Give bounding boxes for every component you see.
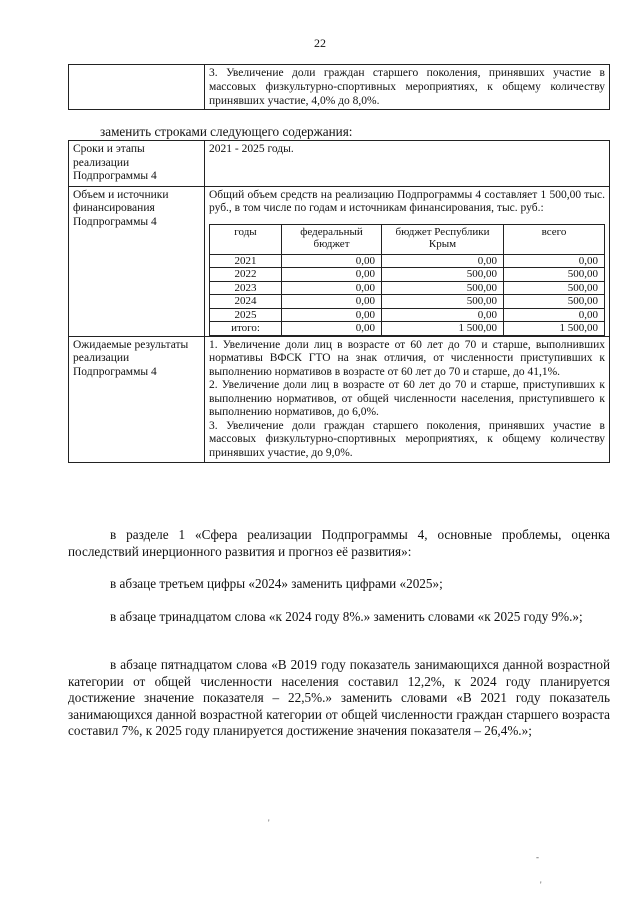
budget-row xyxy=(210,268,605,282)
stray-mark: ' xyxy=(540,880,542,890)
budget-header-years: годы xyxy=(210,224,282,254)
budget-cell-total: 1 500,00 xyxy=(504,322,605,336)
budget-cell-year: 2021 xyxy=(210,254,282,268)
budget-cell-year: 2022 xyxy=(210,268,282,282)
stray-mark: - xyxy=(536,852,539,862)
budget-header-total: всего xyxy=(504,224,605,254)
budget-row xyxy=(210,254,605,268)
table-row-financing xyxy=(69,186,610,336)
paragraph-thirteenth: в абзаце тринадцатом слова «к 2024 году 8%.» заменить словами «к 2025 году 9%.»; xyxy=(110,609,583,624)
table-cell-value: 3. Увеличение доли граждан старшего поколения, принявших участие в массовых физкультурно-спортивных мероприятиях, к общему количеству принявших участие, 4,0% до 8,0%. xyxy=(205,65,610,110)
row-value-financing xyxy=(205,186,610,336)
row-label-financing: Объем и источники финансирования Подпрограммы 4 xyxy=(69,186,205,336)
row-value-terms: 2021 - 2025 годы. xyxy=(205,141,610,187)
budget-cell-total: 500,00 xyxy=(504,295,605,309)
table-row-terms xyxy=(69,141,610,187)
budget-cell-total: 0,00 xyxy=(504,254,605,268)
result-item: 3. Увеличение доли граждан старшего поколения, принявших участие в массовых физкультурно-спортивных мероприятиях, к общему количеству принявших участие, до 9,0%. xyxy=(209,419,605,459)
page-number: 22 xyxy=(314,36,326,50)
budget-cell-year: итого: xyxy=(210,322,282,336)
budget-cell-total: 500,00 xyxy=(504,281,605,295)
row-label-terms: Сроки и этапы реализации Подпрограммы 4 xyxy=(69,141,205,187)
table-row-results xyxy=(69,336,610,463)
budget-cell-year: 2023 xyxy=(210,281,282,295)
passport-table xyxy=(68,140,610,463)
budget-cell-republic: 1 500,00 xyxy=(382,322,504,336)
paragraph-digits: в абзаце третьем цифры «2024» заменить цифрами «2025»; xyxy=(110,576,443,591)
budget-total-row xyxy=(210,322,605,336)
budget-cell-year: 2025 xyxy=(210,308,282,322)
result-item: 2. Увеличение доли лиц в возрасте от 60 лет до 70 и старше, приступивших к выполнению нормативов, от общей численности населения, приступившего к выполнению нормативов, до 6,0%. xyxy=(209,379,605,418)
budget-cell-republic: 500,00 xyxy=(382,295,504,309)
budget-cell-federal: 0,00 xyxy=(282,268,382,282)
budget-cell-total: 0,00 xyxy=(504,308,605,322)
budget-cell-republic: 500,00 xyxy=(382,268,504,282)
paragraph-section: в разделе 1 «Сфера реализации Подпрограммы 4, основные проблемы, оценка последствий инерционного развития и прогноз её развития»: xyxy=(68,527,610,559)
budget-cell-republic: 0,00 xyxy=(382,308,504,322)
replace-instruction: заменить строками следующего содержания: xyxy=(100,124,353,139)
budget-header-federal: федеральный бюджет xyxy=(282,224,382,254)
row-value-results xyxy=(205,336,610,463)
previous-table-fragment xyxy=(68,64,610,110)
table-cell-label xyxy=(69,65,205,110)
budget-cell-federal: 0,00 xyxy=(282,295,382,309)
budget-row xyxy=(210,308,605,322)
budget-row xyxy=(210,295,605,309)
budget-cell-year: 2024 xyxy=(210,295,282,309)
budget-header-republic: бюджет Республики Крым xyxy=(382,224,504,254)
result-item: 1. Увеличение доли лиц в возрасте от 60 лет до 70 и старше, выполнивших нормативы ВФСК ГТО на знак отличия, от численности приступивших к выполнению нормативов в возрасте от 60 лет до 70 и старше, до 41,1%. xyxy=(209,338,605,378)
budget-header-row xyxy=(210,224,605,254)
budget-row xyxy=(210,281,605,295)
table-row xyxy=(69,65,610,110)
row-label-results: Ожидаемые результаты реализации Подпрограммы 4 xyxy=(69,336,205,463)
budget-cell-federal: 0,00 xyxy=(282,308,382,322)
budget-cell-republic: 500,00 xyxy=(382,281,504,295)
budget-table xyxy=(209,224,605,336)
financing-intro: Общий объем средств на реализацию Подпрограммы 4 составляет 1 500,00 тыс. руб., в том числе по годам и источникам финансирования, тыс. руб.: xyxy=(209,188,605,214)
budget-cell-federal: 0,00 xyxy=(282,281,382,295)
paragraph-fifteenth: в абзаце пятнадцатом слова «В 2019 году показатель занимающихся данной возрастной категории от общей численности населения составил 12,2%, к 2024 году планируется достижение значение показателя – 22,5%.» заменить словами «В 2021 году показатель занимающихся данной возрастной категории от общей численности граждан старшего возраста составил 7%, к 2025 году планируется достижение значения показателя – 26,4%.»; xyxy=(68,657,610,738)
stray-mark: ' xyxy=(268,818,270,828)
budget-cell-federal: 0,00 xyxy=(282,322,382,336)
budget-cell-federal: 0,00 xyxy=(282,254,382,268)
budget-cell-total: 500,00 xyxy=(504,268,605,282)
budget-cell-republic: 0,00 xyxy=(382,254,504,268)
